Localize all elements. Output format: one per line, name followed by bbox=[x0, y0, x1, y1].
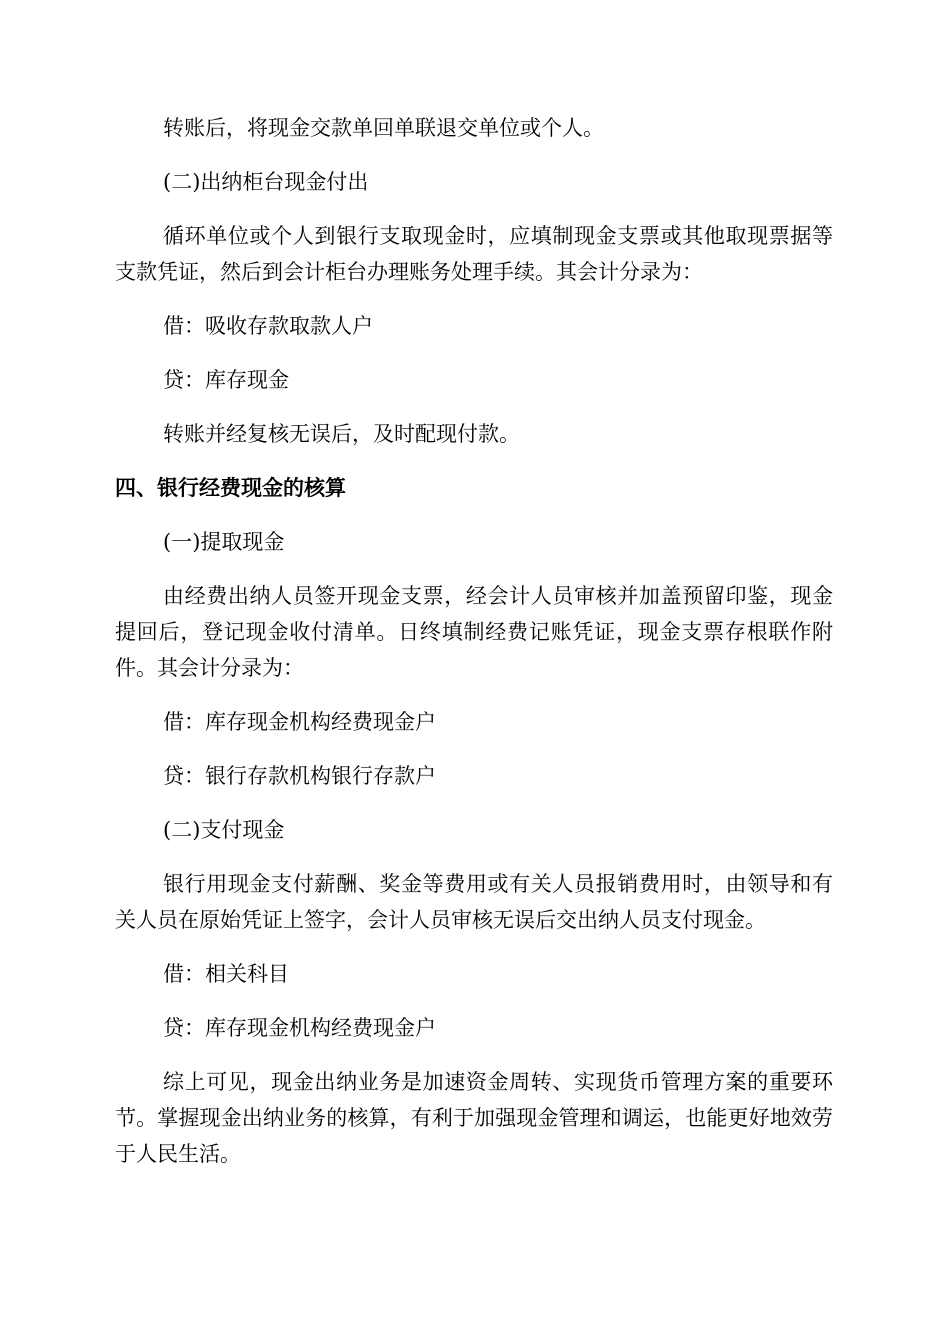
section-heading-bank-expense-cash: 四、银行经费现金的核算 bbox=[115, 476, 346, 500]
journal-entry-credit-2: 贷：银行存款机构银行存款户 bbox=[163, 764, 436, 788]
subheading-pay-cash: (二)支付现金 bbox=[163, 818, 285, 842]
journal-entry-debit-1: 借：吸收存款取款人户 bbox=[163, 314, 373, 338]
paragraph-transfer-return: 转账后，将现金交款单回单联退交单位或个人。 bbox=[163, 116, 604, 140]
paragraph-conclusion: 综上可见，现金出纳业务是加速资金周转、实现货币管理方案的重要环节。掌握现金出纳业务的核算，有利于加强现金管理和调运，也能更好地效劳于人民生活。 bbox=[115, 1070, 833, 1166]
journal-entry-credit-3: 贷：库存现金机构经费现金户 bbox=[163, 1016, 436, 1040]
document-page bbox=[115, 110, 833, 1190]
subheading-withdraw-cash: (一)提取现金 bbox=[163, 530, 285, 554]
journal-entry-credit-1: 贷：库存现金 bbox=[163, 368, 289, 392]
journal-entry-debit-2: 借：库存现金机构经费现金户 bbox=[163, 710, 436, 734]
journal-entry-debit-3: 借：相关科目 bbox=[163, 962, 289, 986]
subheading-counter-cash-payment: (二)出纳柜台现金付出 bbox=[163, 170, 369, 194]
paragraph-pay-procedure: 银行用现金支付薪酬、奖金等费用或有关人员报销费用时，由领导和有关人员在原始凭证上签字，会计人员审核无误后交出纳人员支付现金。 bbox=[115, 872, 833, 932]
paragraph-withdraw-procedure: 由经费出纳人员签开现金支票，经会计人员审核并加盖预留印鉴，现金提回后，登记现金收付清单。日终填制经费记账凭证，现金支票存根联作附件。其会计分录为： bbox=[115, 584, 833, 680]
paragraph-withdrawal-procedure: 循环单位或个人到银行支取现金时，应填制现金支票或其他取现票据等支款凭证，然后到会计柜台办理账务处理手续。其会计分录为： bbox=[115, 224, 833, 284]
paragraph-payment-after-review: 转账并经复核无误后，及时配现付款。 bbox=[163, 422, 520, 446]
